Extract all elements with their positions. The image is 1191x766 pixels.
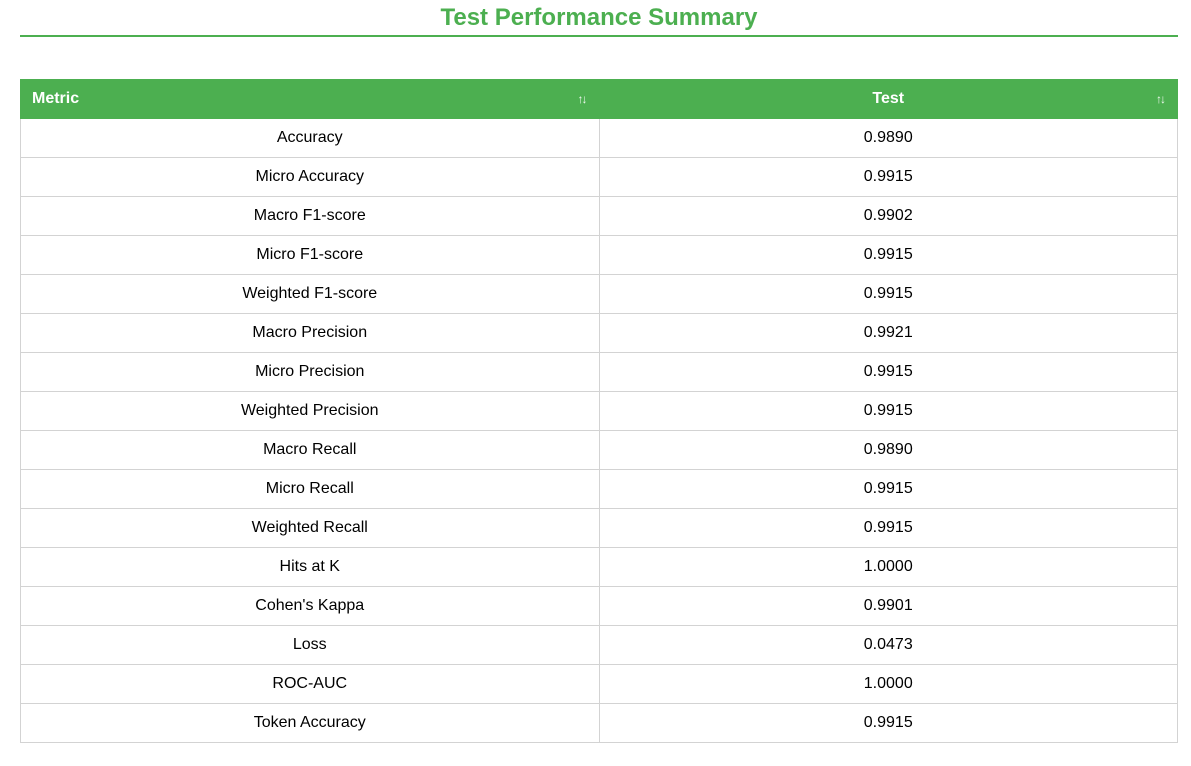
metrics-table xyxy=(20,79,1178,743)
table-row xyxy=(21,275,1178,314)
column-header-metric[interactable] xyxy=(21,80,600,119)
table-row xyxy=(21,158,1178,197)
table-row xyxy=(21,314,1178,353)
metric-cell: Micro Accuracy xyxy=(21,158,600,197)
table-row xyxy=(21,548,1178,587)
metric-cell: Weighted Recall xyxy=(21,509,600,548)
metric-cell: Macro Recall xyxy=(21,431,600,470)
test-value-cell: 1.0000 xyxy=(599,665,1178,704)
test-value-cell: 0.9915 xyxy=(599,236,1178,275)
table-row xyxy=(21,353,1178,392)
metric-cell: Weighted F1-score xyxy=(21,275,600,314)
test-value-cell: 0.9902 xyxy=(599,197,1178,236)
column-header-label: Metric xyxy=(32,90,80,107)
table-body xyxy=(21,119,1178,743)
table-row xyxy=(21,197,1178,236)
table-row xyxy=(21,470,1178,509)
metric-cell: Loss xyxy=(21,626,600,665)
metric-cell: Token Accuracy xyxy=(21,704,600,743)
table-header-row xyxy=(21,80,1178,119)
column-header-label: Test xyxy=(872,90,905,107)
table-row xyxy=(21,392,1178,431)
test-value-cell: 0.9921 xyxy=(599,314,1178,353)
table-row xyxy=(21,119,1178,158)
test-value-cell: 0.9915 xyxy=(599,509,1178,548)
table-row xyxy=(21,587,1178,626)
column-header-test[interactable] xyxy=(599,80,1178,119)
metric-cell: ROC-AUC xyxy=(21,665,600,704)
test-value-cell: 0.9901 xyxy=(599,587,1178,626)
test-value-cell: 0.0473 xyxy=(599,626,1178,665)
test-value-cell: 0.9915 xyxy=(599,470,1178,509)
metric-cell: Macro Precision xyxy=(21,314,600,353)
test-value-cell: 0.9915 xyxy=(599,353,1178,392)
sort-icon[interactable]: ↑↓ xyxy=(577,92,586,106)
test-value-cell: 0.9915 xyxy=(599,704,1178,743)
sort-icon[interactable]: ↑↓ xyxy=(1156,92,1164,106)
table-row xyxy=(21,665,1178,704)
test-value-cell: 1.0000 xyxy=(599,548,1178,587)
table-row xyxy=(21,704,1178,743)
metric-cell: Macro F1-score xyxy=(21,197,600,236)
table-row xyxy=(21,509,1178,548)
metric-cell: Cohen's Kappa xyxy=(21,587,600,626)
test-value-cell: 0.9890 xyxy=(599,119,1178,158)
test-value-cell: 0.9915 xyxy=(599,158,1178,197)
table-row xyxy=(21,236,1178,275)
page-title: Test Performance Summary xyxy=(20,0,1178,37)
metric-cell: Micro Recall xyxy=(21,470,600,509)
metric-cell: Hits at K xyxy=(21,548,600,587)
metric-cell: Micro Precision xyxy=(21,353,600,392)
table-row xyxy=(21,626,1178,665)
metric-cell: Micro F1-score xyxy=(21,236,600,275)
metric-cell: Weighted Precision xyxy=(21,392,600,431)
test-value-cell: 0.9915 xyxy=(599,392,1178,431)
metric-cell: Accuracy xyxy=(21,119,600,158)
test-value-cell: 0.9890 xyxy=(599,431,1178,470)
test-value-cell: 0.9915 xyxy=(599,275,1178,314)
table-row xyxy=(21,431,1178,470)
